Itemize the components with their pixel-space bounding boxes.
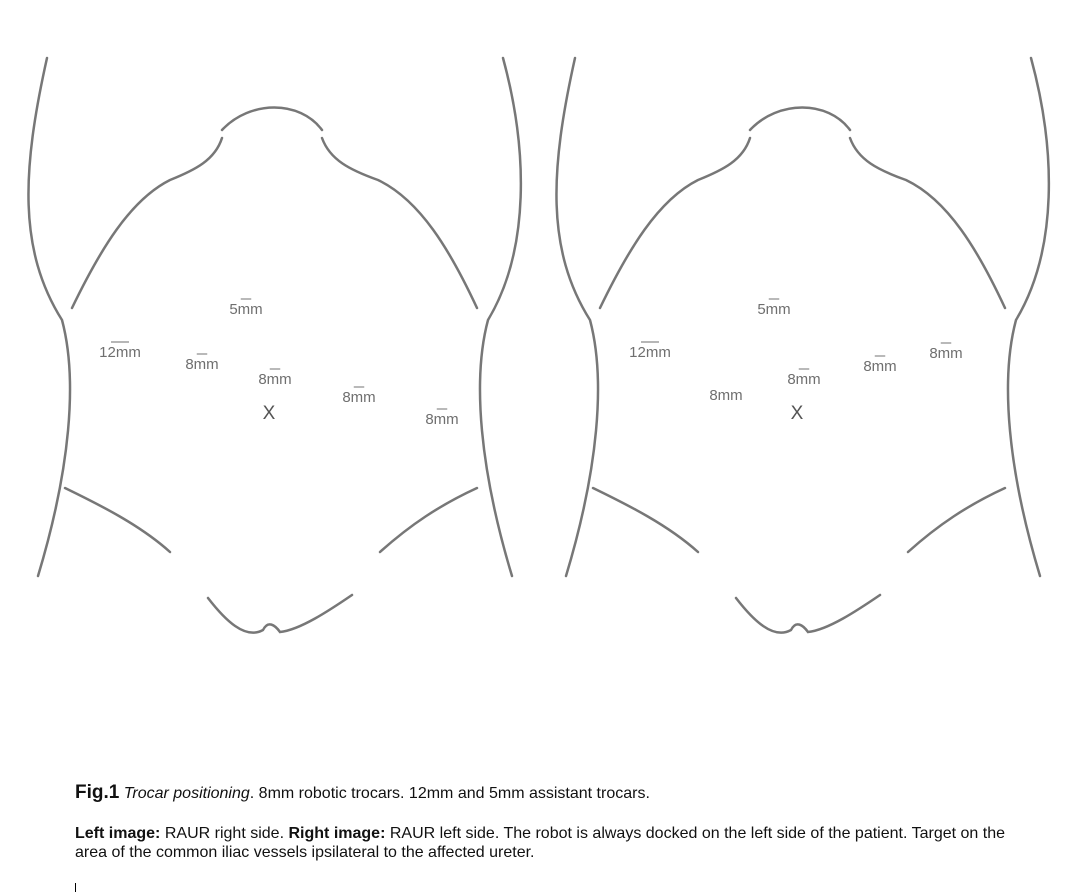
trocar-label-left-2: 8mm xyxy=(185,356,219,373)
right-image-text: RAUR left side. The robot is always docked on the left side of the patient. Target on the area of the common iliac vessels ipsilateral to the affected ureter. xyxy=(75,825,1006,861)
figure-caption-line-1 xyxy=(75,783,1005,803)
torso-left-flank xyxy=(556,58,598,576)
trocar-label-right-1: 5mm xyxy=(757,301,791,318)
figure-number: Fig.1 xyxy=(75,782,120,803)
pubic-line xyxy=(736,595,880,633)
figure-caption-description: . 8mm robotic trocars. 12mm and 5mm assistant trocars. xyxy=(249,785,650,802)
left-groin-line xyxy=(593,488,698,552)
right-shoulder xyxy=(850,138,1005,308)
right-groin-line xyxy=(380,488,477,552)
left-image-label: Left image: xyxy=(75,825,161,842)
torso-panel-left xyxy=(28,58,520,633)
right-groin-line xyxy=(908,488,1005,552)
trocar-label-right-4: 8mm xyxy=(863,358,897,375)
neck-line xyxy=(750,108,850,131)
trocar-label-right-0: 12mm xyxy=(629,344,671,361)
torso-panel-right xyxy=(556,58,1048,633)
target-marker-right: X xyxy=(790,403,804,424)
trocar-label-left-4: 8mm xyxy=(342,389,376,406)
torso-right-flank xyxy=(480,58,521,576)
trocar-label-left-0: 12mm xyxy=(99,344,141,361)
figure-title: Trocar positioning xyxy=(123,785,250,802)
trocar-label-left-3: 8mm xyxy=(258,371,292,388)
trocar-label-right-3: 8mm xyxy=(787,371,821,388)
right-shoulder xyxy=(322,138,477,308)
trocar-label-left-5: 8mm xyxy=(425,411,459,428)
torso-right-flank xyxy=(1008,58,1049,576)
trocar-label-right-2: 8mm xyxy=(709,387,743,404)
figure-caption-line-2 xyxy=(75,824,1005,862)
neck-line xyxy=(222,108,322,131)
text-cursor xyxy=(75,883,76,892)
left-groin-line xyxy=(65,488,170,552)
left-shoulder xyxy=(600,138,750,308)
torso-left-flank xyxy=(28,58,70,576)
right-image-label: Right image: xyxy=(288,825,386,842)
left-shoulder xyxy=(72,138,222,308)
trocar-label-right-5: 8mm xyxy=(929,345,963,362)
left-image-text: RAUR right side. xyxy=(160,825,289,842)
target-marker-left: X xyxy=(262,403,276,424)
trocar-label-left-1: 5mm xyxy=(229,301,263,318)
pubic-line xyxy=(208,595,352,633)
